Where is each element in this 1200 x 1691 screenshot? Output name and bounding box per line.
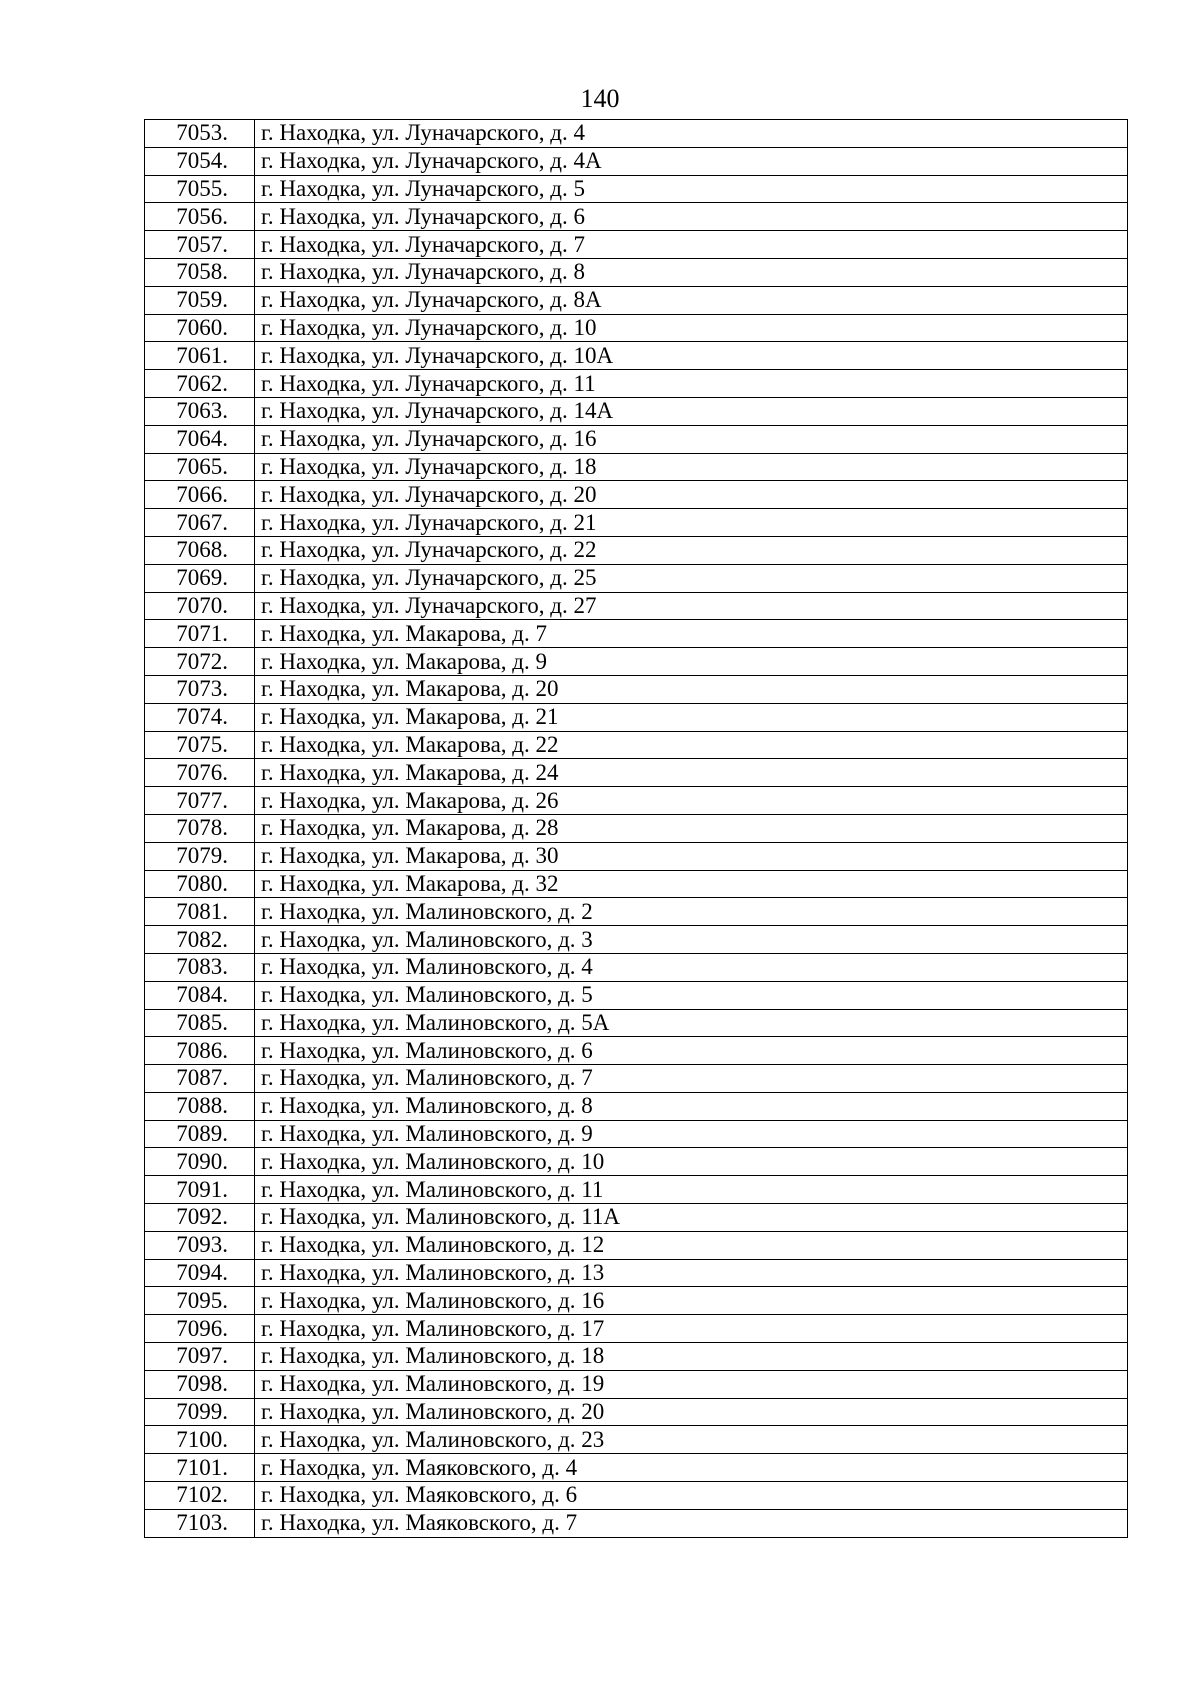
row-number: 7055.	[145, 175, 255, 203]
row-number: 7060.	[145, 314, 255, 342]
row-number: 7066.	[145, 481, 255, 509]
table-row	[145, 1343, 1128, 1371]
row-number: 7080.	[145, 870, 255, 898]
row-number: 7053.	[145, 120, 255, 148]
table-row	[145, 147, 1128, 175]
row-number: 7097.	[145, 1343, 255, 1371]
table-row	[145, 648, 1128, 676]
row-address: г. Находка, ул. Маяковского, д. 4	[255, 1454, 1128, 1482]
row-address: г. Находка, ул. Луначарского, д. 10А	[255, 342, 1128, 370]
row-number: 7083.	[145, 953, 255, 981]
table-row	[145, 120, 1128, 148]
row-address: г. Находка, ул. Макарова, д. 32	[255, 870, 1128, 898]
row-address: г. Находка, ул. Малиновского, д. 16	[255, 1287, 1128, 1315]
row-number: 7063.	[145, 397, 255, 425]
row-number: 7088.	[145, 1092, 255, 1120]
row-address: г. Находка, ул. Малиновского, д. 3	[255, 926, 1128, 954]
row-number: 7065.	[145, 453, 255, 481]
table-row	[145, 703, 1128, 731]
row-number: 7096.	[145, 1315, 255, 1343]
row-address: г. Находка, ул. Малиновского, д. 9	[255, 1120, 1128, 1148]
row-address: г. Находка, ул. Макарова, д. 30	[255, 842, 1128, 870]
table-row	[145, 1204, 1128, 1232]
row-address: г. Находка, ул. Луначарского, д. 8	[255, 258, 1128, 286]
table-row	[145, 731, 1128, 759]
row-address: г. Находка, ул. Малиновского, д. 11А	[255, 1204, 1128, 1232]
table-row	[145, 981, 1128, 1009]
table-row	[145, 425, 1128, 453]
row-address: г. Находка, ул. Макарова, д. 9	[255, 648, 1128, 676]
table-row	[145, 1259, 1128, 1287]
row-address: г. Находка, ул. Малиновского, д. 17	[255, 1315, 1128, 1343]
row-number: 7095.	[145, 1287, 255, 1315]
table-row	[145, 1287, 1128, 1315]
row-address: г. Находка, ул. Луначарского, д. 27	[255, 592, 1128, 620]
row-address: г. Находка, ул. Луначарского, д. 21	[255, 509, 1128, 537]
row-number: 7069.	[145, 564, 255, 592]
table-row	[145, 787, 1128, 815]
row-address: г. Находка, ул. Малиновского, д. 23	[255, 1426, 1128, 1454]
row-address: г. Находка, ул. Малиновского, д. 11	[255, 1176, 1128, 1204]
row-number: 7059.	[145, 286, 255, 314]
row-address: г. Находка, ул. Луначарского, д. 8А	[255, 286, 1128, 314]
table-row	[145, 536, 1128, 564]
row-address: г. Находка, ул. Малиновского, д. 7	[255, 1065, 1128, 1093]
table-row	[145, 453, 1128, 481]
row-number: 7094.	[145, 1259, 255, 1287]
table-row	[145, 258, 1128, 286]
table-row	[145, 1370, 1128, 1398]
row-number: 7064.	[145, 425, 255, 453]
row-address: г. Находка, ул. Макарова, д. 24	[255, 759, 1128, 787]
row-address: г. Находка, ул. Малиновского, д. 2	[255, 898, 1128, 926]
row-address: г. Находка, ул. Малиновского, д. 20	[255, 1398, 1128, 1426]
row-number: 7089.	[145, 1120, 255, 1148]
table-row	[145, 1509, 1128, 1537]
row-address: г. Находка, ул. Малиновского, д. 6	[255, 1037, 1128, 1065]
row-number: 7056.	[145, 203, 255, 231]
row-number: 7084.	[145, 981, 255, 1009]
table-row	[145, 231, 1128, 259]
table-row	[145, 814, 1128, 842]
row-address: г. Находка, ул. Луначарского, д. 6	[255, 203, 1128, 231]
row-address: г. Находка, ул. Макарова, д. 21	[255, 703, 1128, 731]
row-address: г. Находка, ул. Луначарского, д. 10	[255, 314, 1128, 342]
address-table	[144, 119, 1128, 1538]
table-row	[145, 759, 1128, 787]
table-row	[145, 1426, 1128, 1454]
row-number: 7100.	[145, 1426, 255, 1454]
row-address: г. Находка, ул. Луначарского, д. 16	[255, 425, 1128, 453]
table-row	[145, 314, 1128, 342]
row-address: г. Находка, ул. Малиновского, д. 8	[255, 1092, 1128, 1120]
address-table-body	[145, 120, 1128, 1538]
row-number: 7057.	[145, 231, 255, 259]
row-address: г. Находка, ул. Луначарского, д. 5	[255, 175, 1128, 203]
row-address: г. Находка, ул. Малиновского, д. 10	[255, 1148, 1128, 1176]
row-number: 7087.	[145, 1065, 255, 1093]
table-row	[145, 286, 1128, 314]
table-row	[145, 926, 1128, 954]
row-address: г. Находка, ул. Луначарского, д. 11	[255, 370, 1128, 398]
row-address: г. Находка, ул. Луначарского, д. 14А	[255, 397, 1128, 425]
row-number: 7082.	[145, 926, 255, 954]
table-row	[145, 342, 1128, 370]
table-row	[145, 1482, 1128, 1510]
table-row	[145, 397, 1128, 425]
row-number: 7101.	[145, 1454, 255, 1482]
row-address: г. Находка, ул. Малиновского, д. 12	[255, 1231, 1128, 1259]
row-address: г. Находка, ул. Луначарского, д. 22	[255, 536, 1128, 564]
row-number: 7075.	[145, 731, 255, 759]
row-address: г. Находка, ул. Макарова, д. 28	[255, 814, 1128, 842]
table-row	[145, 1065, 1128, 1093]
row-number: 7077.	[145, 787, 255, 815]
row-address: г. Находка, ул. Малиновского, д. 5	[255, 981, 1128, 1009]
row-number: 7079.	[145, 842, 255, 870]
table-row	[145, 592, 1128, 620]
row-number: 7093.	[145, 1231, 255, 1259]
table-row	[145, 675, 1128, 703]
row-number: 7072.	[145, 648, 255, 676]
row-number: 7098.	[145, 1370, 255, 1398]
row-address: г. Находка, ул. Луначарского, д. 18	[255, 453, 1128, 481]
row-number: 7071.	[145, 620, 255, 648]
table-row	[145, 1231, 1128, 1259]
table-row	[145, 1148, 1128, 1176]
table-row	[145, 564, 1128, 592]
row-number: 7092.	[145, 1204, 255, 1232]
table-row	[145, 1009, 1128, 1037]
row-address: г. Находка, ул. Малиновского, д. 13	[255, 1259, 1128, 1287]
row-number: 7090.	[145, 1148, 255, 1176]
row-number: 7076.	[145, 759, 255, 787]
row-number: 7102.	[145, 1482, 255, 1510]
table-row	[145, 1454, 1128, 1482]
row-number: 7058.	[145, 258, 255, 286]
row-address: г. Находка, ул. Макарова, д. 22	[255, 731, 1128, 759]
row-number: 7099.	[145, 1398, 255, 1426]
row-number: 7078.	[145, 814, 255, 842]
row-address: г. Находка, ул. Макарова, д. 7	[255, 620, 1128, 648]
row-number: 7054.	[145, 147, 255, 175]
row-address: г. Находка, ул. Луначарского, д. 25	[255, 564, 1128, 592]
row-address: г. Находка, ул. Малиновского, д. 5А	[255, 1009, 1128, 1037]
row-address: г. Находка, ул. Макарова, д. 20	[255, 675, 1128, 703]
table-row	[145, 620, 1128, 648]
table-row	[145, 1120, 1128, 1148]
row-address: г. Находка, ул. Малиновского, д. 4	[255, 953, 1128, 981]
row-number: 7061.	[145, 342, 255, 370]
row-address: г. Находка, ул. Луначарского, д. 7	[255, 231, 1128, 259]
table-row	[145, 509, 1128, 537]
table-row	[145, 175, 1128, 203]
table-row	[145, 1176, 1128, 1204]
table-row	[145, 842, 1128, 870]
table-row	[145, 1092, 1128, 1120]
row-address: г. Находка, ул. Луначарского, д. 4А	[255, 147, 1128, 175]
table-row	[145, 1037, 1128, 1065]
row-address: г. Находка, ул. Маяковского, д. 7	[255, 1509, 1128, 1537]
table-row	[145, 370, 1128, 398]
table-row	[145, 953, 1128, 981]
row-number: 7091.	[145, 1176, 255, 1204]
row-number: 7086.	[145, 1037, 255, 1065]
row-address: г. Находка, ул. Малиновского, д. 18	[255, 1343, 1128, 1371]
row-number: 7081.	[145, 898, 255, 926]
page-number: 140	[580, 84, 620, 113]
row-address: г. Находка, ул. Маяковского, д. 6	[255, 1482, 1128, 1510]
table-row	[145, 481, 1128, 509]
row-number: 7074.	[145, 703, 255, 731]
row-number: 7073.	[145, 675, 255, 703]
row-number: 7068.	[145, 536, 255, 564]
table-row	[145, 203, 1128, 231]
row-number: 7103.	[145, 1509, 255, 1537]
row-address: г. Находка, ул. Луначарского, д. 4	[255, 120, 1128, 148]
row-number: 7062.	[145, 370, 255, 398]
table-row	[145, 1398, 1128, 1426]
table-row	[145, 1315, 1128, 1343]
row-address: г. Находка, ул. Луначарского, д. 20	[255, 481, 1128, 509]
row-number: 7067.	[145, 509, 255, 537]
row-address: г. Находка, ул. Макарова, д. 26	[255, 787, 1128, 815]
table-row	[145, 870, 1128, 898]
row-address: г. Находка, ул. Малиновского, д. 19	[255, 1370, 1128, 1398]
row-number: 7085.	[145, 1009, 255, 1037]
row-number: 7070.	[145, 592, 255, 620]
table-row	[145, 898, 1128, 926]
